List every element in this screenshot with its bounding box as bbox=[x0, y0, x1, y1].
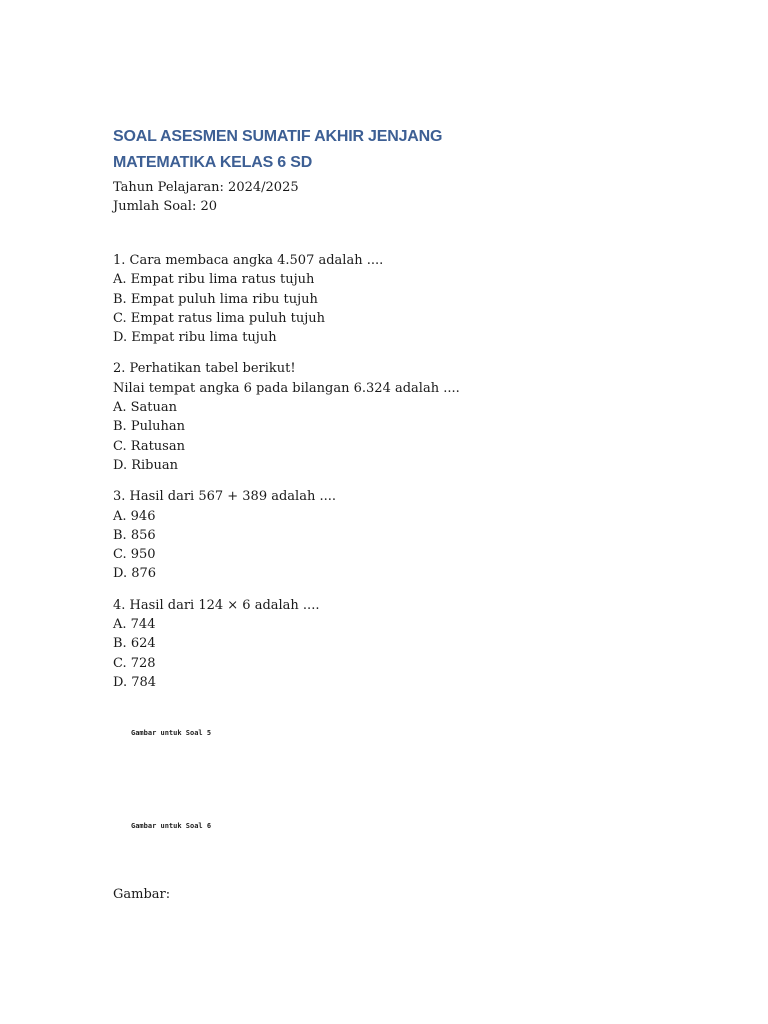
title-line-1: SOAL ASESMEN SUMATIF AKHIR JENJANG bbox=[113, 128, 443, 145]
gambar-label: Gambar: bbox=[113, 887, 171, 902]
option-a: A. Satuan bbox=[113, 400, 178, 416]
question-4 bbox=[113, 596, 673, 692]
option-a: A. 744 bbox=[113, 617, 156, 633]
option-d: D. Ribuan bbox=[113, 457, 178, 473]
question-3 bbox=[113, 487, 673, 583]
document-title bbox=[113, 124, 673, 176]
option-b: B. 856 bbox=[113, 527, 156, 543]
question-text: 1. Cara membaca angka 4.507 adalah .... bbox=[113, 253, 384, 268]
option-b: B. Empat puluh lima ribu tujuh bbox=[113, 291, 318, 307]
question-2 bbox=[113, 359, 673, 475]
option-a: A. 946 bbox=[113, 508, 156, 524]
image-caption-soal-6: Gambar untuk Soal 6 bbox=[131, 822, 212, 830]
option-a: A. Empat ribu lima ratus tujuh bbox=[113, 272, 315, 288]
question-text: 3. Hasil dari 567 + 389 adalah .... bbox=[113, 489, 336, 505]
document-meta bbox=[113, 178, 673, 216]
document-page bbox=[113, 124, 673, 902]
title-line-2: MATEMATIKA KELAS 6 SD bbox=[113, 154, 313, 171]
option-c: C. Empat ratus lima puluh tujuh bbox=[113, 310, 325, 326]
option-c: C. Ratusan bbox=[113, 438, 185, 454]
option-d: D. 784 bbox=[113, 674, 157, 690]
question-1 bbox=[113, 251, 673, 347]
option-d: D. 876 bbox=[113, 566, 157, 582]
question-text-2: Nilai tempat angka 6 pada bilangan 6.324 adalah .... bbox=[113, 380, 460, 396]
option-c: C. 950 bbox=[113, 547, 156, 563]
school-year: Tahun Pelajaran: 2024/2025 bbox=[113, 180, 299, 195]
question-count: Jumlah Soal: 20 bbox=[113, 199, 218, 214]
option-b: B. 624 bbox=[113, 636, 156, 652]
option-d: D. Empat ribu lima tujuh bbox=[113, 330, 277, 346]
option-c: C. 728 bbox=[113, 655, 156, 671]
question-text: 4. Hasil dari 124 × 6 adalah .... bbox=[113, 597, 320, 613]
option-b: B. Puluhan bbox=[113, 419, 185, 435]
question-text: 2. Perhatikan tabel berikut! bbox=[113, 361, 296, 377]
image-caption-soal-5: Gambar untuk Soal 5 bbox=[131, 729, 212, 737]
